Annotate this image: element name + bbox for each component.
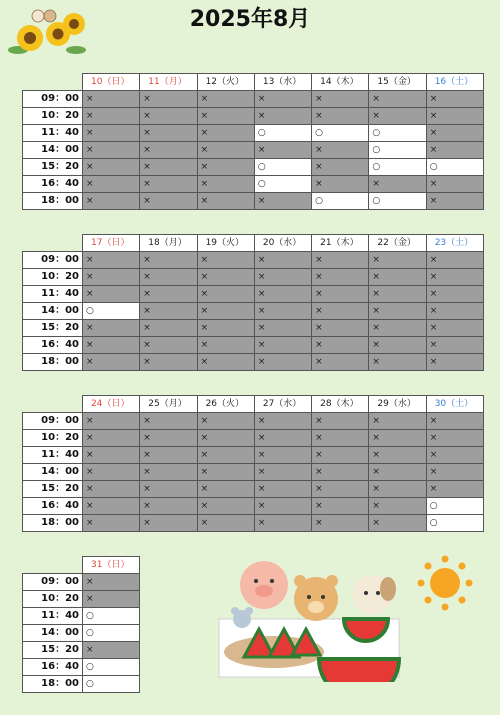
slot-unavailable: × bbox=[140, 464, 197, 481]
time-row bbox=[23, 176, 484, 193]
time-label: 09：00 bbox=[23, 574, 83, 591]
time-label: 15：20 bbox=[23, 159, 83, 176]
slot-available: ○ bbox=[254, 159, 311, 176]
slot-unavailable: × bbox=[426, 193, 483, 210]
slot-unavailable: × bbox=[197, 176, 254, 193]
slot-unavailable: × bbox=[254, 303, 311, 320]
day-header: 10（日） bbox=[83, 74, 140, 91]
time-label: 16：40 bbox=[23, 337, 83, 354]
slot-unavailable: × bbox=[140, 515, 197, 532]
day-header: 13（水） bbox=[254, 74, 311, 91]
slot-unavailable: × bbox=[426, 269, 483, 286]
time-label: 15：20 bbox=[23, 642, 83, 659]
slot-unavailable: × bbox=[369, 108, 426, 125]
slot-unavailable: × bbox=[369, 354, 426, 371]
day-header: 29（水） bbox=[369, 396, 426, 413]
slot-unavailable: × bbox=[197, 320, 254, 337]
time-label: 09：00 bbox=[23, 413, 83, 430]
slot-unavailable: × bbox=[197, 142, 254, 159]
slot-unavailable: × bbox=[426, 464, 483, 481]
time-row bbox=[23, 447, 484, 464]
day-header: 15（金） bbox=[369, 74, 426, 91]
slot-unavailable: × bbox=[140, 337, 197, 354]
slot-unavailable: × bbox=[254, 252, 311, 269]
slot-unavailable: × bbox=[312, 176, 369, 193]
slot-unavailable: × bbox=[312, 354, 369, 371]
slot-unavailable: × bbox=[369, 481, 426, 498]
slot-unavailable: × bbox=[140, 108, 197, 125]
day-header: 23（土） bbox=[426, 235, 483, 252]
day-header: 19（火） bbox=[197, 235, 254, 252]
slot-available: ○ bbox=[426, 159, 483, 176]
time-row bbox=[23, 337, 484, 354]
slot-unavailable: × bbox=[426, 430, 483, 447]
time-label: 14：00 bbox=[23, 464, 83, 481]
slot-unavailable: × bbox=[83, 337, 140, 354]
slot-unavailable: × bbox=[140, 159, 197, 176]
day-header: 24（日） bbox=[83, 396, 140, 413]
slot-unavailable: × bbox=[426, 337, 483, 354]
day-header: 17（日） bbox=[83, 235, 140, 252]
time-row bbox=[23, 481, 484, 498]
time-row bbox=[23, 108, 484, 125]
day-header: 31（日） bbox=[83, 557, 140, 574]
slot-unavailable: × bbox=[197, 125, 254, 142]
slot-unavailable: × bbox=[312, 413, 369, 430]
slot-unavailable: × bbox=[83, 413, 140, 430]
time-row bbox=[23, 625, 140, 642]
slot-unavailable: × bbox=[140, 269, 197, 286]
slot-unavailable: × bbox=[197, 447, 254, 464]
slot-unavailable: × bbox=[369, 252, 426, 269]
time-label: 14：00 bbox=[23, 303, 83, 320]
slot-available: ○ bbox=[312, 125, 369, 142]
time-row bbox=[23, 159, 484, 176]
slot-unavailable: × bbox=[254, 320, 311, 337]
time-row bbox=[23, 320, 484, 337]
day-header: 28（木） bbox=[312, 396, 369, 413]
slot-unavailable: × bbox=[197, 193, 254, 210]
slot-unavailable: × bbox=[426, 413, 483, 430]
slot-unavailable: × bbox=[83, 447, 140, 464]
day-header: 25（月） bbox=[140, 396, 197, 413]
time-label: 11：40 bbox=[23, 125, 83, 142]
time-row bbox=[23, 142, 484, 159]
slot-unavailable: × bbox=[140, 413, 197, 430]
slot-unavailable: × bbox=[254, 142, 311, 159]
schedule-week-4 bbox=[22, 556, 140, 693]
slot-unavailable: × bbox=[83, 252, 140, 269]
schedule-week-2 bbox=[22, 234, 484, 371]
slot-available: ○ bbox=[254, 125, 311, 142]
slot-unavailable: × bbox=[254, 286, 311, 303]
slot-unavailable: × bbox=[140, 447, 197, 464]
time-label: 16：40 bbox=[23, 659, 83, 676]
slot-unavailable: × bbox=[369, 91, 426, 108]
time-label: 18：00 bbox=[23, 676, 83, 693]
slot-unavailable: × bbox=[312, 515, 369, 532]
slot-available: ○ bbox=[369, 193, 426, 210]
slot-unavailable: × bbox=[197, 464, 254, 481]
slot-unavailable: × bbox=[83, 354, 140, 371]
day-header: 21（木） bbox=[312, 235, 369, 252]
slot-unavailable: × bbox=[83, 481, 140, 498]
slot-unavailable: × bbox=[83, 193, 140, 210]
slot-unavailable: × bbox=[254, 108, 311, 125]
slot-available: ○ bbox=[83, 625, 140, 642]
slot-unavailable: × bbox=[312, 498, 369, 515]
slot-unavailable: × bbox=[312, 252, 369, 269]
slot-unavailable: × bbox=[197, 108, 254, 125]
header-corner bbox=[23, 74, 83, 91]
time-label: 18：00 bbox=[23, 193, 83, 210]
page-title: 2025年8月 bbox=[189, 7, 311, 32]
day-header: 20（水） bbox=[254, 235, 311, 252]
slot-unavailable: × bbox=[83, 430, 140, 447]
slot-unavailable: × bbox=[140, 303, 197, 320]
slot-unavailable: × bbox=[426, 142, 483, 159]
slot-unavailable: × bbox=[312, 142, 369, 159]
slot-unavailable: × bbox=[83, 125, 140, 142]
slot-available: ○ bbox=[83, 303, 140, 320]
slot-unavailable: × bbox=[140, 481, 197, 498]
slot-unavailable: × bbox=[197, 303, 254, 320]
slot-available: ○ bbox=[83, 659, 140, 676]
slot-unavailable: × bbox=[426, 481, 483, 498]
slot-unavailable: × bbox=[83, 108, 140, 125]
time-label: 18：00 bbox=[23, 515, 83, 532]
header-corner bbox=[23, 557, 83, 574]
slot-unavailable: × bbox=[369, 413, 426, 430]
time-label: 10：20 bbox=[23, 591, 83, 608]
slot-unavailable: × bbox=[254, 91, 311, 108]
slot-unavailable: × bbox=[426, 252, 483, 269]
time-label: 11：40 bbox=[23, 608, 83, 625]
day-header-row bbox=[23, 396, 484, 413]
time-label: 11：40 bbox=[23, 286, 83, 303]
slot-unavailable: × bbox=[83, 91, 140, 108]
slot-available: ○ bbox=[369, 159, 426, 176]
slot-unavailable: × bbox=[197, 91, 254, 108]
slot-unavailable: × bbox=[312, 464, 369, 481]
day-header: 18（月） bbox=[140, 235, 197, 252]
slot-unavailable: × bbox=[312, 269, 369, 286]
slot-unavailable: × bbox=[140, 430, 197, 447]
day-header: 27（水） bbox=[254, 396, 311, 413]
time-row bbox=[23, 303, 484, 320]
slot-unavailable: × bbox=[254, 337, 311, 354]
slot-unavailable: × bbox=[312, 303, 369, 320]
slot-unavailable: × bbox=[369, 464, 426, 481]
slot-unavailable: × bbox=[140, 498, 197, 515]
slot-unavailable: × bbox=[426, 354, 483, 371]
slot-unavailable: × bbox=[83, 159, 140, 176]
slot-unavailable: × bbox=[312, 286, 369, 303]
slot-unavailable: × bbox=[426, 125, 483, 142]
slot-unavailable: × bbox=[83, 320, 140, 337]
slot-unavailable: × bbox=[83, 286, 140, 303]
time-row bbox=[23, 498, 484, 515]
slot-unavailable: × bbox=[197, 481, 254, 498]
sun-illustration bbox=[415, 553, 475, 613]
slot-unavailable: × bbox=[254, 193, 311, 210]
slot-unavailable: × bbox=[254, 354, 311, 371]
day-header: 22（金） bbox=[369, 235, 426, 252]
time-label: 10：20 bbox=[23, 108, 83, 125]
slot-available: ○ bbox=[369, 125, 426, 142]
slot-unavailable: × bbox=[369, 303, 426, 320]
slot-unavailable: × bbox=[369, 447, 426, 464]
time-row bbox=[23, 659, 140, 676]
time-row bbox=[23, 574, 140, 591]
time-label: 15：20 bbox=[23, 481, 83, 498]
slot-unavailable: × bbox=[83, 142, 140, 159]
slot-unavailable: × bbox=[369, 515, 426, 532]
day-header-row bbox=[23, 74, 484, 91]
slot-unavailable: × bbox=[369, 430, 426, 447]
day-header: 26（火） bbox=[197, 396, 254, 413]
slot-available: ○ bbox=[426, 515, 483, 532]
day-header: 30（土） bbox=[426, 396, 483, 413]
time-row bbox=[23, 252, 484, 269]
slot-unavailable: × bbox=[369, 286, 426, 303]
time-row bbox=[23, 413, 484, 430]
time-row bbox=[23, 464, 484, 481]
slot-unavailable: × bbox=[140, 193, 197, 210]
slot-unavailable: × bbox=[426, 176, 483, 193]
day-header-row bbox=[23, 235, 484, 252]
time-label: 18：00 bbox=[23, 354, 83, 371]
slot-unavailable: × bbox=[140, 142, 197, 159]
time-row bbox=[23, 91, 484, 108]
slot-unavailable: × bbox=[197, 159, 254, 176]
slot-unavailable: × bbox=[426, 91, 483, 108]
slot-unavailable: × bbox=[426, 108, 483, 125]
sunflower-illustration bbox=[8, 6, 88, 56]
time-label: 14：00 bbox=[23, 625, 83, 642]
slot-unavailable: × bbox=[140, 252, 197, 269]
day-header: 11（月） bbox=[140, 74, 197, 91]
time-label: 10：20 bbox=[23, 269, 83, 286]
slot-unavailable: × bbox=[254, 515, 311, 532]
time-label: 09：00 bbox=[23, 91, 83, 108]
time-row bbox=[23, 676, 140, 693]
slot-unavailable: × bbox=[254, 413, 311, 430]
slot-available: ○ bbox=[254, 176, 311, 193]
schedule-week-1 bbox=[22, 73, 484, 210]
slot-unavailable: × bbox=[426, 447, 483, 464]
slot-unavailable: × bbox=[312, 320, 369, 337]
slot-unavailable: × bbox=[312, 337, 369, 354]
slot-unavailable: × bbox=[197, 515, 254, 532]
time-row bbox=[23, 642, 140, 659]
time-label: 11：40 bbox=[23, 447, 83, 464]
slot-unavailable: × bbox=[254, 464, 311, 481]
slot-available: ○ bbox=[426, 498, 483, 515]
slot-unavailable: × bbox=[83, 269, 140, 286]
slot-unavailable: × bbox=[312, 108, 369, 125]
slot-unavailable: × bbox=[312, 430, 369, 447]
time-row bbox=[23, 591, 140, 608]
slot-unavailable: × bbox=[254, 447, 311, 464]
slot-unavailable: × bbox=[369, 498, 426, 515]
slot-unavailable: × bbox=[83, 642, 140, 659]
slot-unavailable: × bbox=[83, 498, 140, 515]
slot-unavailable: × bbox=[369, 269, 426, 286]
slot-unavailable: × bbox=[312, 159, 369, 176]
day-header-row bbox=[23, 557, 140, 574]
time-label: 15：20 bbox=[23, 320, 83, 337]
slot-unavailable: × bbox=[140, 91, 197, 108]
slot-unavailable: × bbox=[140, 176, 197, 193]
slot-unavailable: × bbox=[312, 447, 369, 464]
slot-unavailable: × bbox=[197, 286, 254, 303]
slot-unavailable: × bbox=[426, 286, 483, 303]
slot-unavailable: × bbox=[369, 176, 426, 193]
day-header: 16（土） bbox=[426, 74, 483, 91]
animals-watermelon-illustration bbox=[214, 557, 409, 682]
slot-unavailable: × bbox=[197, 269, 254, 286]
time-label: 14：00 bbox=[23, 142, 83, 159]
slot-available: ○ bbox=[369, 142, 426, 159]
slot-unavailable: × bbox=[140, 320, 197, 337]
header-corner bbox=[23, 396, 83, 413]
slot-unavailable: × bbox=[197, 354, 254, 371]
slot-unavailable: × bbox=[197, 337, 254, 354]
slot-unavailable: × bbox=[83, 574, 140, 591]
slot-unavailable: × bbox=[140, 286, 197, 303]
slot-unavailable: × bbox=[83, 464, 140, 481]
header-corner bbox=[23, 235, 83, 252]
time-label: 10：20 bbox=[23, 430, 83, 447]
slot-unavailable: × bbox=[254, 481, 311, 498]
slot-unavailable: × bbox=[140, 354, 197, 371]
time-row bbox=[23, 286, 484, 303]
slot-unavailable: × bbox=[140, 125, 197, 142]
slot-unavailable: × bbox=[369, 320, 426, 337]
slot-unavailable: × bbox=[197, 430, 254, 447]
slot-available: ○ bbox=[83, 608, 140, 625]
slot-unavailable: × bbox=[254, 498, 311, 515]
slot-unavailable: × bbox=[426, 320, 483, 337]
slot-unavailable: × bbox=[254, 430, 311, 447]
slot-unavailable: × bbox=[254, 269, 311, 286]
slot-unavailable: × bbox=[369, 337, 426, 354]
slot-unavailable: × bbox=[197, 252, 254, 269]
slot-unavailable: × bbox=[312, 481, 369, 498]
slot-unavailable: × bbox=[83, 515, 140, 532]
slot-unavailable: × bbox=[83, 591, 140, 608]
slot-unavailable: × bbox=[197, 413, 254, 430]
time-row bbox=[23, 125, 484, 142]
time-label: 16：40 bbox=[23, 498, 83, 515]
slot-available: ○ bbox=[83, 676, 140, 693]
time-row bbox=[23, 608, 140, 625]
slot-unavailable: × bbox=[197, 498, 254, 515]
day-header: 14（木） bbox=[312, 74, 369, 91]
time-row bbox=[23, 269, 484, 286]
slot-unavailable: × bbox=[83, 176, 140, 193]
time-row bbox=[23, 354, 484, 371]
schedule-week-3 bbox=[22, 395, 484, 532]
slot-unavailable: × bbox=[426, 303, 483, 320]
time-label: 09：00 bbox=[23, 252, 83, 269]
time-label: 16：40 bbox=[23, 176, 83, 193]
time-row bbox=[23, 193, 484, 210]
time-row bbox=[23, 430, 484, 447]
time-row bbox=[23, 515, 484, 532]
slot-available: ○ bbox=[312, 193, 369, 210]
day-header: 12（火） bbox=[197, 74, 254, 91]
slot-unavailable: × bbox=[312, 91, 369, 108]
